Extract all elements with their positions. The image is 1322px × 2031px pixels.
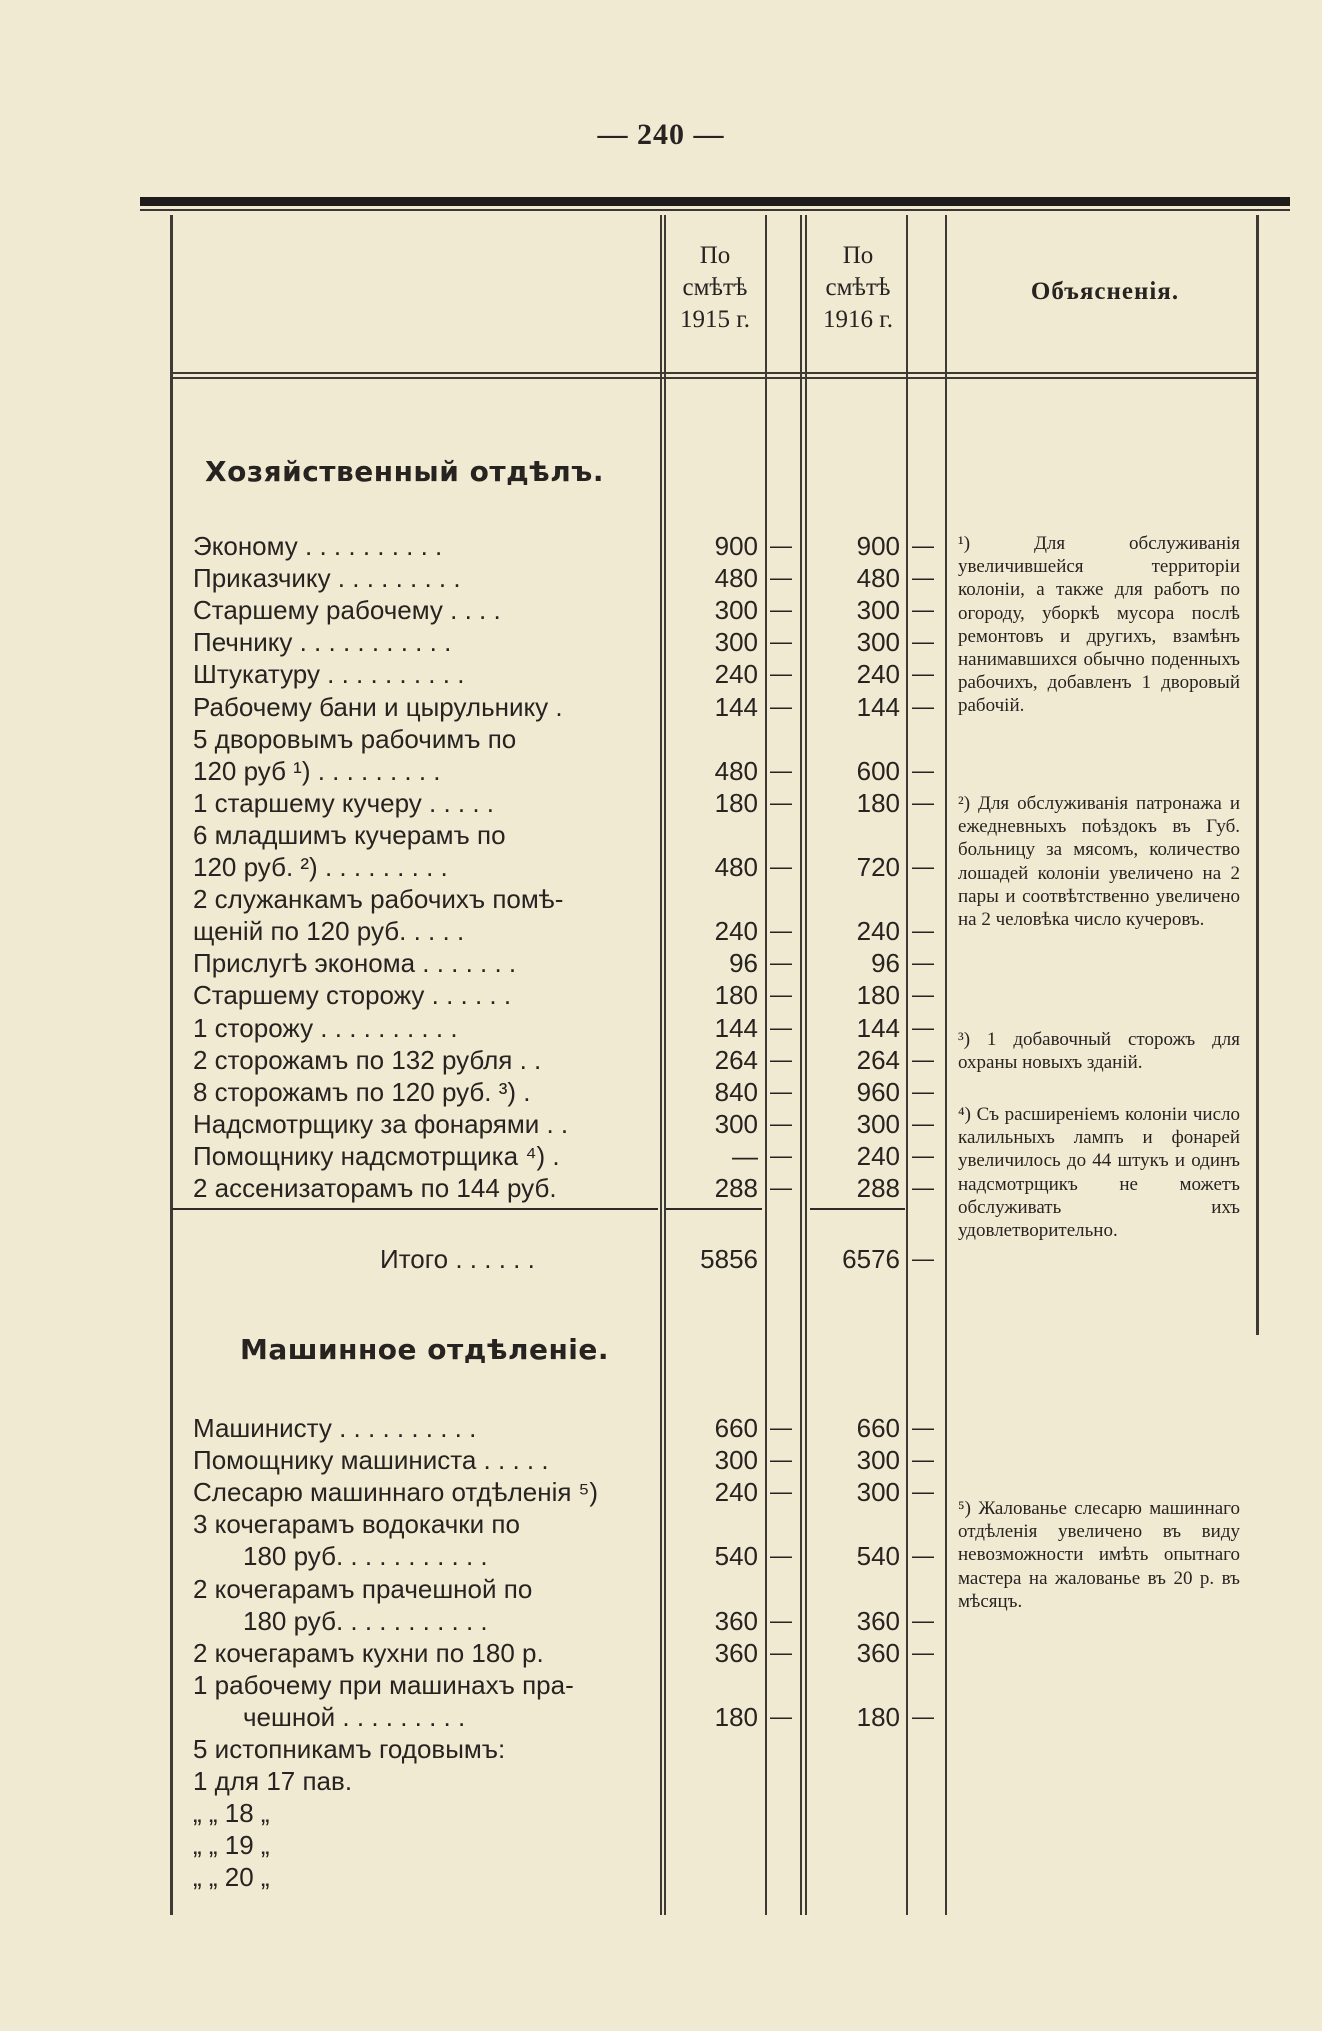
column-divider <box>765 215 767 1915</box>
row-label: Надсмотрщику за фонарями . . <box>193 1108 569 1139</box>
dash-mark: — <box>912 661 934 687</box>
dash-mark: — <box>770 1607 792 1633</box>
dash-mark: — <box>770 1543 792 1569</box>
dash-mark: — <box>770 629 792 655</box>
table-border-right <box>1256 215 1259 1335</box>
value-1915: 300 <box>714 627 758 658</box>
total-rule <box>666 1208 762 1210</box>
page-number: — 240 — <box>597 118 725 151</box>
dash-mark: — <box>770 565 792 591</box>
value-1916: 480 <box>856 563 900 594</box>
value-1916: 144 <box>856 1012 900 1043</box>
value-1916: 180 <box>856 787 900 818</box>
value-1916: 360 <box>856 1605 900 1636</box>
dash-mark: — <box>770 1415 792 1440</box>
row-label: 1 для 17 пав. <box>193 1766 353 1797</box>
value-1915: 180 <box>714 980 758 1011</box>
header-1916-line: По <box>842 242 874 269</box>
dash-mark: — <box>770 1447 792 1473</box>
row-label: 8 сторожамъ по 120 руб. ³) . <box>193 1076 531 1107</box>
dash-mark: — <box>912 1479 934 1505</box>
header-rule <box>170 377 1258 379</box>
dash-mark: — <box>912 1447 934 1473</box>
value-1915: 300 <box>714 595 758 626</box>
value-1916: 360 <box>856 1637 900 1668</box>
dash-mark: — <box>770 950 792 976</box>
dash-mark: — <box>912 982 934 1008</box>
row-label: Машинисту . . . . . . . . . . <box>193 1413 477 1443</box>
value-1916: 180 <box>856 980 900 1011</box>
dash-mark: — <box>770 1046 792 1072</box>
value-1916: 900 <box>856 531 900 561</box>
dash-mark: — <box>770 1110 792 1136</box>
row-label: чешной . . . . . . . . . <box>243 1701 466 1732</box>
dash-mark: — <box>912 1014 934 1040</box>
value-1916: 600 <box>856 755 900 786</box>
dash-mark: — <box>912 950 934 976</box>
dash-mark: — <box>912 1246 934 1271</box>
value-1916: 240 <box>856 1140 900 1171</box>
row-label: „ „ 18 „ <box>193 1798 270 1829</box>
dash-mark: — <box>770 1014 792 1040</box>
footnote-2: ²) Для обслуживанія патронажа и ежедневныхъ поѣздокъ въ Губ. больницу за мясомъ, количество лошадей колоніи увеличено на 2 пары и соотвѣтственно увеличено на 2 человѣка число кучеровъ. <box>958 793 1240 931</box>
dash-mark: — <box>912 918 934 944</box>
row-label: Эконому . . . . . . . . . . <box>193 531 443 561</box>
section-title-household: Хозяйственный отдѣлъ. <box>205 455 604 488</box>
dash-mark: — <box>770 1703 792 1729</box>
value-1916: 720 <box>856 852 900 882</box>
value-1916: 300 <box>856 1477 900 1508</box>
dash-mark: — <box>770 661 792 687</box>
section-title-machine: Машинное отдѣленіе. <box>240 1333 610 1366</box>
dash-mark: — <box>912 789 934 815</box>
row-label: „ „ 20 „ <box>193 1862 270 1893</box>
value-1916: 144 <box>856 691 900 722</box>
value-1916: 240 <box>856 916 900 947</box>
row-label: 2 служанкамъ рабочихъ помѣ- <box>193 884 564 915</box>
dash-mark: — <box>912 854 934 879</box>
dash-mark: — <box>770 693 792 719</box>
row-label: 1 сторожу . . . . . . . . . . <box>193 1012 458 1043</box>
top-rule-thin <box>140 209 1290 211</box>
dash-mark: — <box>912 1078 934 1104</box>
dash-mark: — <box>770 1078 792 1104</box>
column-divider <box>945 215 947 1915</box>
row-label: Печнику . . . . . . . . . . . <box>193 627 452 658</box>
value-1915: 540 <box>714 1541 758 1572</box>
row-label: „ „ 19 „ <box>193 1830 270 1861</box>
value-1915: 180 <box>714 787 758 818</box>
dash-mark: — <box>912 1543 934 1569</box>
header-1915 <box>666 240 764 336</box>
dash-mark: — <box>770 918 792 944</box>
value-1916: 300 <box>856 627 900 658</box>
header-rule <box>170 372 1258 374</box>
value-1916: 540 <box>856 1541 900 1572</box>
value-1915: 288 <box>714 1173 758 1203</box>
dash-mark: — <box>912 597 934 623</box>
row-label: Помощнику надсмотрщика ⁴) . <box>193 1140 560 1171</box>
value-1915: — <box>732 1140 758 1171</box>
dash-mark: — <box>912 757 934 783</box>
header-1916-line: смѣтѣ <box>825 274 891 301</box>
row-label: 3 кочегарамъ водокачки по <box>193 1509 520 1540</box>
footnote-1: ¹) Для обслуживанія увеличившейся территоріи колоніи, а также для работъ по огороду, уборкѣ мусора послѣ ремонтовъ и другихъ, взамѣнъ нанимавшихся обычно поденныхъ рабочихъ, добавленъ 1 дворовый рабочій. <box>958 533 1240 717</box>
dash-mark: — <box>770 1142 792 1168</box>
row-label: Рабочему бани и цырульнику . <box>193 691 563 722</box>
row-label: 2 кочегарамъ прачешной по <box>193 1573 533 1604</box>
header-1915-line: По <box>699 242 731 269</box>
value-1915: 96 <box>729 948 758 979</box>
value-1915: 900 <box>714 531 758 561</box>
dash-mark: — <box>770 597 792 623</box>
value-1916: 240 <box>856 659 900 690</box>
value-1916: 264 <box>856 1044 900 1075</box>
dash-mark: — <box>770 533 792 558</box>
dash-mark: — <box>770 854 792 879</box>
row-label: 2 сторожамъ по 132 рубля . . <box>193 1044 542 1075</box>
dash-mark: — <box>912 1142 934 1168</box>
dash-mark: — <box>912 1110 934 1136</box>
value-1916: 960 <box>856 1076 900 1107</box>
value-1916: 288 <box>856 1173 900 1203</box>
row-label: Прислугѣ эконома . . . . . . . <box>193 948 517 979</box>
row-label: щеній по 120 руб. . . . . <box>193 916 465 947</box>
dash-mark: — <box>912 629 934 655</box>
value-1916: 300 <box>856 595 900 626</box>
row-label: Старшему рабочему . . . . <box>193 595 501 626</box>
value-1915: 300 <box>714 1108 758 1139</box>
dash-mark: — <box>912 1415 934 1440</box>
dash-mark: — <box>912 1175 934 1200</box>
dash-mark: — <box>770 1479 792 1505</box>
total-1915: 5856 <box>700 1244 758 1274</box>
value-1915: 660 <box>714 1413 758 1443</box>
dash-mark: — <box>912 1046 934 1072</box>
total-1916: 6576 <box>842 1244 900 1274</box>
value-1915: 144 <box>714 1012 758 1043</box>
row-label: 5 истопникамъ годовымъ: <box>193 1734 506 1764</box>
row-label: 2 ассенизаторамъ по 144 руб. <box>193 1173 557 1203</box>
value-1915: 300 <box>714 1445 758 1476</box>
footnote-5: ⁵) Жалованье слесарю машиннаго отдѣленія увеличено въ виду невозможности имѣть опытнаго мастера на жалованье въ 20 р. въ мѣсяцъ. <box>958 1498 1240 1612</box>
value-1916: 660 <box>856 1413 900 1443</box>
row-label: Старшему сторожу . . . . . . <box>193 980 512 1011</box>
row-label: 120 руб. ²) . . . . . . . . . <box>193 852 448 882</box>
total-rule <box>172 1208 658 1210</box>
total-label: Итого . . . . . . <box>380 1244 535 1274</box>
row-label: 180 руб. . . . . . . . . . . <box>243 1541 488 1572</box>
value-1915: 240 <box>714 659 758 690</box>
value-1915: 264 <box>714 1044 758 1075</box>
row-label: 1 рабочему при машинахъ пра- <box>193 1669 574 1700</box>
value-1915: 144 <box>714 691 758 722</box>
dash-mark: — <box>770 1639 792 1665</box>
value-1915: 360 <box>714 1637 758 1668</box>
value-1915: 360 <box>714 1605 758 1636</box>
header-explanations: Объясненія. <box>1030 278 1180 305</box>
value-1916: 180 <box>856 1701 900 1732</box>
column-divider <box>906 215 908 1915</box>
row-label: Приказчику . . . . . . . . . <box>193 563 461 594</box>
row-label: Помощнику машиниста . . . . . <box>193 1445 549 1476</box>
value-1915: 240 <box>714 916 758 947</box>
row-label: Слесарю машиннаго отдѣленія ⁵) <box>193 1477 599 1508</box>
value-1915: 480 <box>714 852 758 882</box>
row-label: 1 старшему кучеру . . . . . <box>193 787 495 818</box>
dash-mark: — <box>912 533 934 558</box>
footnote-4: ⁴) Съ расширеніемъ колоніи число калильныхъ лампъ и фонарей увеличилось до 44 штукъ и одинъ надсмотрщикъ не можетъ обслуживать ихъ удовлетворительно. <box>958 1104 1240 1242</box>
value-1916: 96 <box>871 948 900 979</box>
row-label: 120 руб ¹) . . . . . . . . . <box>193 755 441 786</box>
row-label: Штукатуру . . . . . . . . . . <box>193 659 465 690</box>
dash-mark: — <box>770 1175 792 1200</box>
top-rule <box>140 197 1290 206</box>
total-rule <box>810 1208 905 1210</box>
row-label: 6 младшимъ кучерамъ по <box>193 819 506 850</box>
dash-mark: — <box>912 1703 934 1729</box>
dash-mark: — <box>912 565 934 591</box>
row-label: 180 руб. . . . . . . . . . . <box>243 1605 488 1636</box>
row-label: 5 дворовымъ рабочимъ по <box>193 723 517 754</box>
header-1915-line: смѣтѣ <box>682 274 748 301</box>
table-border-left <box>170 215 173 1915</box>
dash-mark: — <box>770 789 792 815</box>
row-label: 2 кочегарамъ кухни по 180 р. <box>193 1637 544 1668</box>
header-1916-line: 1916 г. <box>823 306 893 333</box>
value-1916: 300 <box>856 1108 900 1139</box>
value-1915: 240 <box>714 1477 758 1508</box>
footnote-3: ³) 1 добавочный сторожъ для охраны новыхъ зданій. <box>958 1029 1240 1074</box>
value-1916: 300 <box>856 1445 900 1476</box>
dash-mark: — <box>912 693 934 719</box>
value-1915: 840 <box>714 1076 758 1107</box>
value-1915: 480 <box>714 755 758 786</box>
header-1915-line: 1915 г. <box>680 306 750 333</box>
header-1916 <box>810 240 906 336</box>
dash-mark: — <box>770 757 792 783</box>
dash-mark: — <box>770 982 792 1008</box>
value-1915: 180 <box>714 1701 758 1732</box>
dash-mark: — <box>912 1639 934 1665</box>
value-1915: 480 <box>714 563 758 594</box>
dash-mark: — <box>912 1607 934 1633</box>
